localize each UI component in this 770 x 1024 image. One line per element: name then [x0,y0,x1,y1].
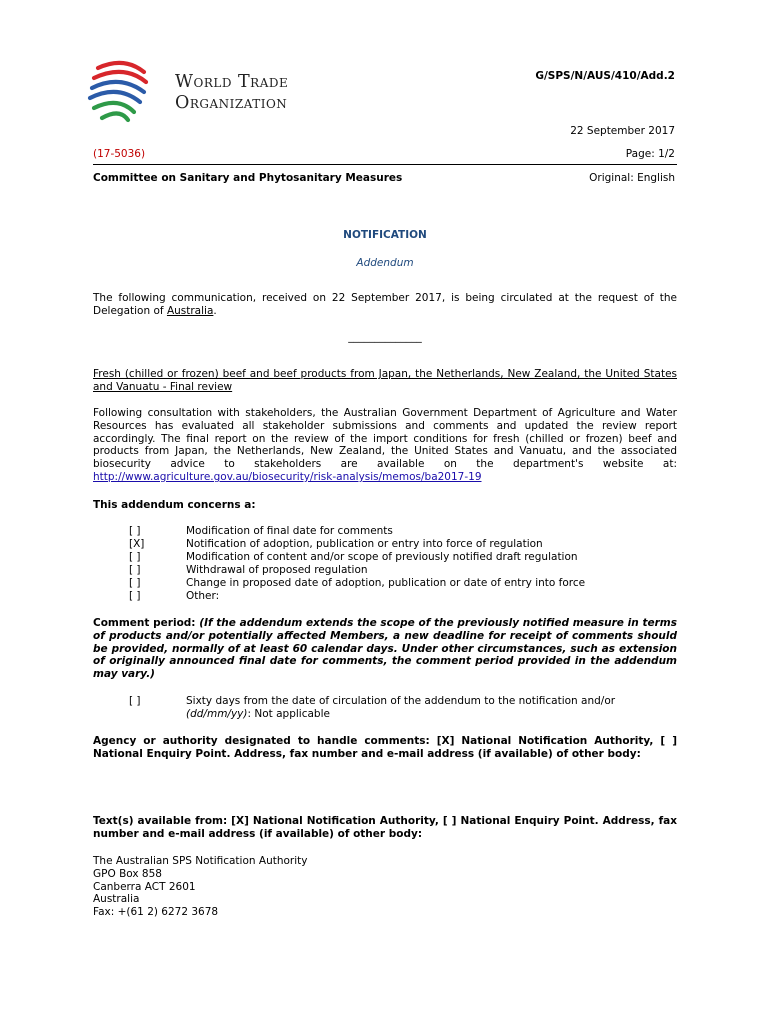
checkbox[interactable]: [ ] [129,564,141,576]
concern-label: Modification of content and/or scope of previously notified draft regulation [186,551,578,563]
address-line: Fax: +(61 2) 6272 3678 [93,906,219,919]
address-block [93,855,308,919]
wto-logo [84,58,334,128]
logo-line-1: World Trade [175,72,289,92]
wto-globe-icon [84,58,164,128]
concern-label: Other: [186,590,220,602]
address-line: GPO Box 858 [93,867,162,880]
comment-period-label: Comment period: [93,617,196,629]
comment-period [93,617,677,681]
address-line: The Australian SPS Notification Authority [93,855,308,867]
report-link[interactable]: http://www.agriculture.gov.au/biosecurity/risk-analysis/memos/ba2017-19 [93,470,482,483]
intro-paragraph [93,292,677,318]
concern-label: Notification of adoption, publication or entry into force of regulation [186,538,543,550]
committee-name: Committee on Sanitary and Phytosanitary Measures [93,172,403,184]
checkbox[interactable]: [ ] [129,695,141,707]
checkbox[interactable]: [ ] [129,590,141,602]
concern-label: Withdrawal of proposed regulation [186,564,368,576]
intro-end: . [213,304,217,317]
concerns-heading: This addendum concerns a: [93,499,256,511]
concern-label: Modification of final date for comments [186,525,393,537]
address-line: Canberra ACT 2601 [93,880,196,893]
checkbox[interactable]: [ ] [129,577,141,589]
checkbox[interactable]: [X] [129,538,145,550]
header-rule [93,164,677,165]
intro-text: The following communication, received on 22 September 2017, is being circulated at the request of the Delegation of [93,292,677,317]
page-subtitle: Addendum [356,257,414,269]
comment-period-option-text: Sixty days from the date of circulation of the addendum to the notification and/or [186,695,616,707]
member-name: Australia [166,304,214,317]
checkbox[interactable]: [ ] [129,525,141,537]
texts-available-paragraph: Text(s) available from: [X] National Notification Authority, [ ] National Enquiry Point. Address, fax number and e-mail address (if available) of other body: [93,815,677,840]
date-format-hint: (dd/mm/yy) [186,707,248,720]
comment-period-text: (If the addendum extends the scope of the previously notified measure in terms of products and/or potentially affected Members, a new deadline for receipt of comments should be provided, normally of at least 60 calendar days. Under other circumstances, such as extension of originally announced final date for comments, the comment period provided in the addendum may vary.) [93,617,677,681]
product-body: Following consultation with stakeholders, the Australian Government Department of Agriculture and Water Resources has evaluated all stakeholder submissions and comments and updated the review report accordingly. The final report on the review of the import conditions for fresh (chilled or frozen) beef and products from Japan, the Netherlands, New Zealand, the United States and Vanuatu, and the associated biosecurity advice to stakeholders are available on the department's website at: [93,407,677,471]
concern-label: Change in proposed date of adoption, publication or date of entry into force [186,577,586,589]
logo-line-2: Organization [175,93,288,113]
checkbox[interactable]: [ ] [129,551,141,563]
page-number: Page: 1/2 [625,148,675,160]
reference-number: (17-5036) [93,148,146,160]
product-description [93,407,677,484]
page-title: NOTIFICATION [343,229,427,241]
document-date: 22 September 2017 [570,125,675,137]
separator: ______________ [348,331,422,343]
document-symbol: G/SPS/N/AUS/410/Add.2 [535,70,675,82]
agency-paragraph: Agency or authority designated to handle comments: [X] National Notification Authority, [ ] National Enquiry Point. Address, fax number and e-mail address (if available) of other body: [93,735,677,760]
original-language: Original: English [589,172,675,184]
product-title: Fresh (chilled or frozen) beef and beef products from Japan, the Netherlands, New Zealand, the United States and Vanuatu - Final review [93,368,677,393]
address-line: Australia [93,893,140,906]
comment-period-value: : Not applicable [247,707,330,720]
